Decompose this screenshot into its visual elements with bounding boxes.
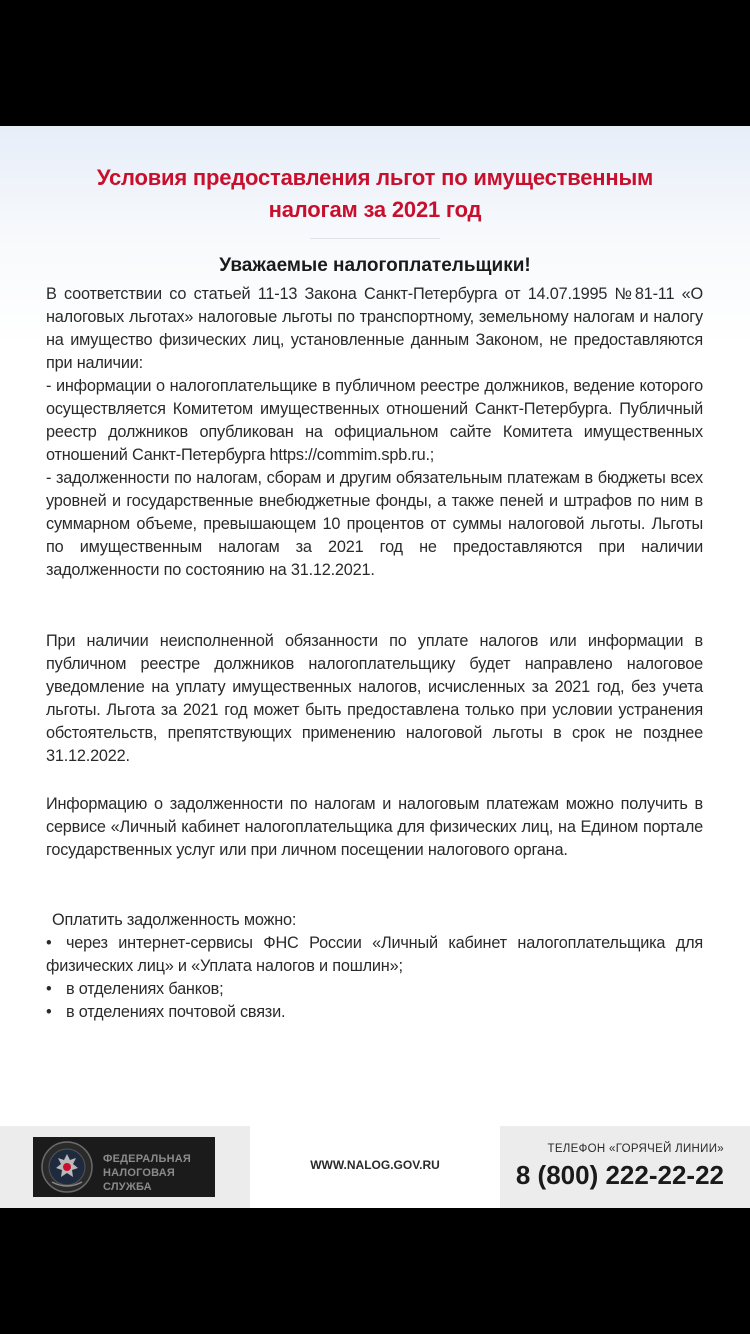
condition-item-debtors-registry: - информации о налогоплательщике в публичном реестре должников, ведение которого осуществляется Комитетом имущественных отношений Санкт-Петербурга. Публичный реестр должников опубликован на официальном сайте Комитета имущественных отношений Санкт-Петербурга https://commim.spb.ru.; (46, 377, 703, 464)
condition-item-tax-debt: - задолженности по налогам, сборам и другим обязательным платежам в бюджеты всех уровней и государственные внебюджетные фонды, а также пеней и штрафов по ним в суммарном объеме, превышающем 10 процентов от суммы налоговой льготы. Льготы по имущественным налогам за 2021 год не предоставляются при наличии задолженности по состоянию на 31.12.2021. (46, 469, 703, 579)
paragraph-debt-info (46, 793, 703, 862)
fns-org-name: ФЕДЕРАЛЬНАЯ НАЛОГОВАЯ СЛУЖБА (103, 1153, 191, 1193)
payment-intro: Оплатить задолженность можно: (52, 911, 297, 929)
payment-method-post: в отделениях почтовой связи. (66, 1003, 286, 1021)
paragraph-debt-info-text: Информацию о задолженности по налогам и налоговым платежам можно получить в сервисе «Личный кабинет налогоплательщика для физических лиц, на Едином портале государственных услуг или при личном посещении налогового органа. (46, 795, 703, 859)
list-item (46, 932, 703, 978)
bottom-black-bar (0, 1208, 750, 1334)
hotline-label: ТЕЛЕФОН «ГОРЯЧЕЙ ЛИНИИ» (547, 1143, 724, 1155)
paragraph-conditions-intro: В соответствии со статьей 11-13 Закона Санкт-Петербурга от 14.07.1995 №81-11 «О налоговых льготах» налоговые льготы по транспортному, земельному налогам и налогу на имущество физических лиц, установленные данным Законом, не предоставляются при наличии: (46, 285, 703, 372)
paragraph-conditions (46, 283, 703, 582)
footer (0, 1126, 750, 1208)
payment-method-banks: в отделениях банков; (66, 980, 224, 998)
title-line-1: Условия предоставления льгот по имущественным (96, 165, 654, 190)
list-item (46, 978, 703, 1001)
list-item (46, 1001, 703, 1024)
footer-logo-panel (0, 1126, 250, 1208)
paragraph-notification-text: При наличии неисполненной обязанности по уплате налогов или информации в публичном реестре должников налогоплательщику будет направлено налоговое уведомление на уплату имущественных налогов, исчисленных за 2021 год, без учета льготы. Льгота за 2021 год может быть предоставлена только при условии устранения обстоятельств, препятствующих применению налоговой льготы в срок не позднее 31.12.2022. (46, 632, 703, 765)
bullet-icon: • (46, 934, 52, 952)
fns-emblem-icon (40, 1140, 94, 1194)
website-link[interactable]: WWW.NALOG.GOV.RU (310, 1158, 440, 1172)
top-black-bar (0, 0, 750, 126)
paragraph-notification (46, 630, 703, 768)
hotline-phone[interactable]: 8 (800) 222-22-22 (515, 1160, 724, 1190)
bullet-icon: • (46, 980, 52, 998)
payment-methods-block (46, 909, 703, 1024)
document-title (40, 162, 710, 226)
title-line-2: налогам за 2021 год (268, 197, 482, 222)
greeting-heading: Уважаемые налогоплательщики! (219, 255, 531, 276)
title-divider (310, 238, 440, 239)
hotline-panel (500, 1126, 750, 1208)
payment-method-online: через интернет-сервисы ФНС России «Личный кабинет налогоплательщика для физических лиц» и «Уплата налогов и пошлин»; (46, 934, 703, 975)
fns-logo (33, 1137, 215, 1197)
bullet-icon: • (46, 1003, 52, 1021)
